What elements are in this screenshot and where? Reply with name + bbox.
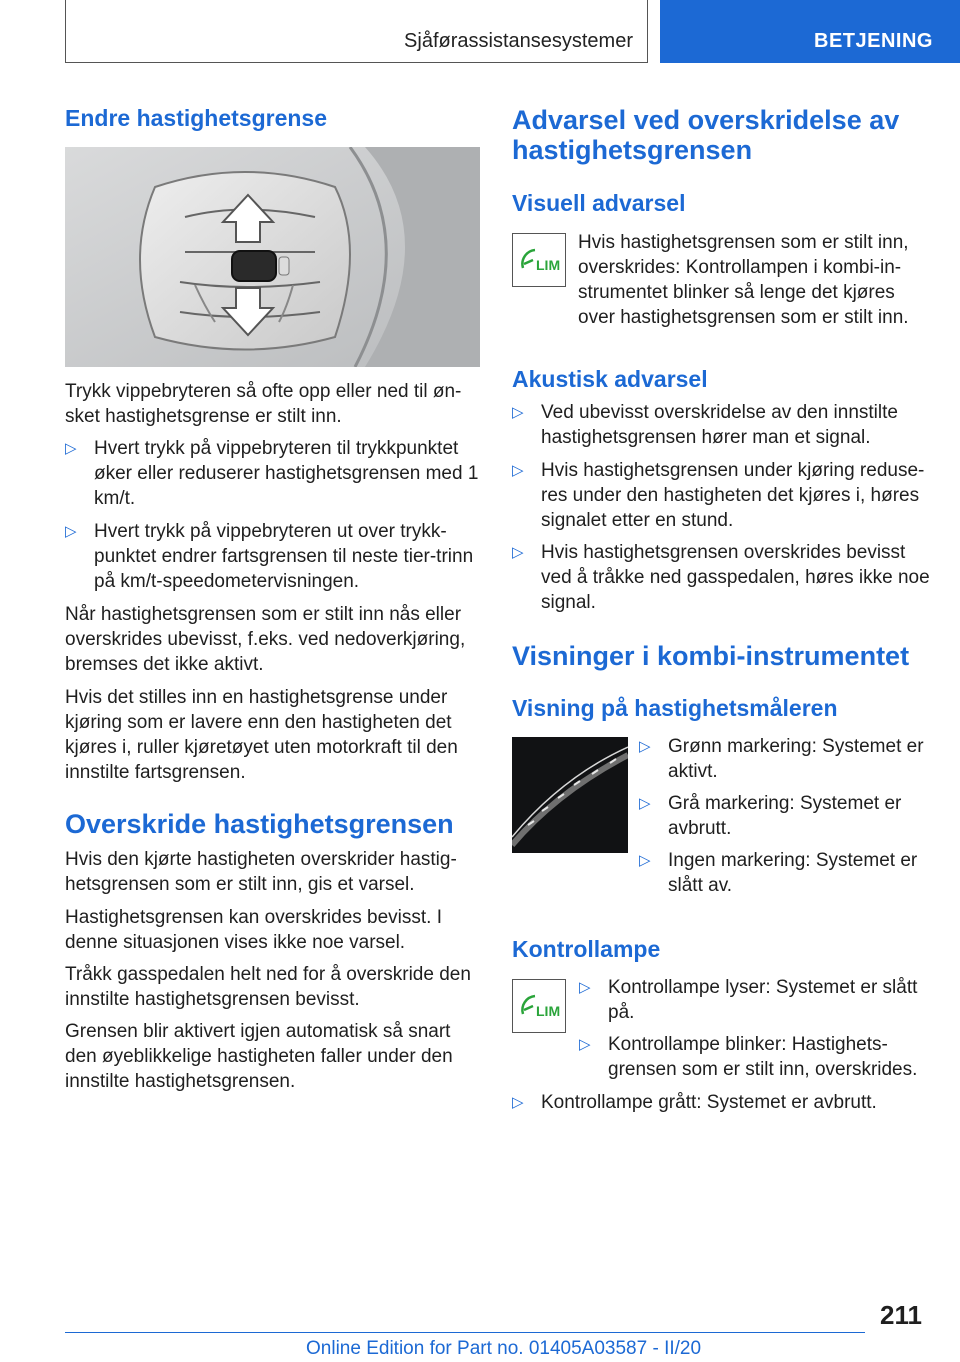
heading-cluster-displays: Visninger i kombi-instrumentet: [512, 641, 910, 671]
triangle-bullet-icon: ▷: [512, 1094, 524, 1111]
svg-text:LIM: LIM: [536, 1003, 561, 1019]
list-item: ▷ Grønn markering: Systemet er aktivt.: [639, 736, 924, 782]
triangle-bullet-icon: ▷: [65, 523, 77, 540]
speed-limiter-lamp-icon: [512, 979, 566, 1033]
heading-visual-warning: Visuell advarsel: [512, 190, 686, 216]
steering-wheel-rocker-switch-figure: [65, 147, 480, 367]
speedometer-image: [512, 737, 628, 853]
header-section-box: [65, 0, 648, 63]
heading-overspeed-warning: Advarsel ved overskridelse av hastighetsgrensen: [512, 105, 900, 165]
list-item: ▷ Ingen markering: Systemet er slått av.: [639, 850, 918, 896]
triangle-bullet-icon: ▷: [639, 738, 651, 755]
triangle-bullet-icon: ▷: [639, 795, 651, 812]
footer-divider: [65, 1332, 865, 1333]
triangle-bullet-icon: ▷: [65, 440, 77, 457]
heading-exceed-limit: Overskride hastighetsgrensen: [65, 809, 454, 839]
triangle-bullet-icon: ▷: [512, 544, 524, 561]
heading-change-limit: Endre hastighetsgrense: [65, 105, 328, 131]
list-item: ▷ Hvis hastighetsgrensen overskrides bevisst ved å tråkke ned gasspedalen, høres ikke noe signal.: [512, 542, 930, 613]
paragraph-not-braked: Når hastighetsgrensen som er stilt inn nås eller overskrides ubevisst, f.eks. ved nedoverkjøring, bremses det ikke aktivt.: [65, 604, 466, 675]
heading-speedometer-display: Visning på hastighetsmåleren: [512, 695, 838, 721]
list-item: ▷ Ved ubevisst overskridelse av den innstilte hastighetsgrensen hører man et signal.: [512, 402, 898, 448]
footer-edition-text: Online Edition for Part no. 01405A03587 - II/20: [306, 1338, 702, 1359]
list-item: ▷ Kontrollampe lyser: Systemet er slått på.: [579, 977, 918, 1023]
triangle-bullet-icon: ▷: [639, 852, 651, 869]
triangle-bullet-icon: ▷: [579, 1036, 591, 1053]
paragraph-coasting: Hvis det stilles inn en hastighetsgrense under kjøring som er lavere enn den hastigheten det kjøres i, ruller kjøretøyet uten motorkraft til den innstilte fartsgrensen.: [65, 687, 458, 783]
paragraph-press-accelerator: Tråkk gasspedalen helt ned for å overskride den innstilte hastighetsgrensen bevisst.: [65, 964, 471, 1010]
paragraph-deliberate-exceed: Hastighetsgrensen kan overskrides bevisst. I denne situasjonen vises ikke noe varsel.: [65, 907, 443, 953]
paragraph-press-rocker: Trykk vippebryteren så ofte opp eller ned til øn-sket hastighetsgrense er stilt inn.: [65, 381, 462, 427]
paragraph-visual-warning: Hvis hastighetsgrensen som er stilt inn, overskrides: Kontrollampen i kombi-in-strumentet blinker så lenge det kjøres over hastighetsgrensen som er stilt inn.: [578, 232, 909, 328]
list-item: ▷ Grå markering: Systemet er avbrutt.: [639, 793, 902, 839]
triangle-bullet-icon: ▷: [579, 979, 591, 996]
list-item: ▷ Hvert trykk på vippebryteren til trykkpunktet øker eller reduserer hastighetsgrensen med 1 km/t.: [65, 438, 479, 509]
header-chapter-title: BETJENING: [814, 30, 933, 52]
paragraph-exceed-warning: Hvis den kjørte hastigheten overskrider hastig-hetsgrensen som er stilt inn, gis et varsel.: [65, 849, 457, 895]
page-number: 211: [880, 1300, 922, 1330]
triangle-bullet-icon: ▷: [512, 462, 524, 479]
heading-acoustic-warning: Akustisk advarsel: [512, 366, 708, 392]
header-chapter-tab: [660, 0, 960, 63]
header-section-title: Sjåførassistansesystemer: [404, 30, 633, 52]
list-item: ▷ Hvis hastighetsgrensen under kjøring reduse-res under den hastigheten det kjøres i, høres signalet etter en stund.: [512, 460, 925, 531]
paragraph-reactivation: Grensen blir aktivert igjen automatisk så snart den øyeblikkelige hastigheten faller under den innstilte hastighetsgrensen.: [65, 1021, 453, 1092]
list-item: ▷ Kontrollampe blinker: Hastighets-grensen som er stilt inn, overskrides.: [579, 1034, 918, 1080]
svg-text:LIM: LIM: [536, 257, 561, 273]
list-item: ▷ Hvert trykk på vippebryteren ut over trykk-punktet endrer fartsgrensen til neste tier-trinn på km/t-speedometervisningen.: [65, 521, 474, 592]
rocker-switch-illustration: [65, 147, 480, 367]
heading-indicator-lamp: Kontrollampe: [512, 936, 661, 962]
list-item: ▷ Kontrollampe grått: Systemet er avbrutt.: [512, 1092, 877, 1113]
triangle-bullet-icon: ▷: [512, 404, 524, 421]
